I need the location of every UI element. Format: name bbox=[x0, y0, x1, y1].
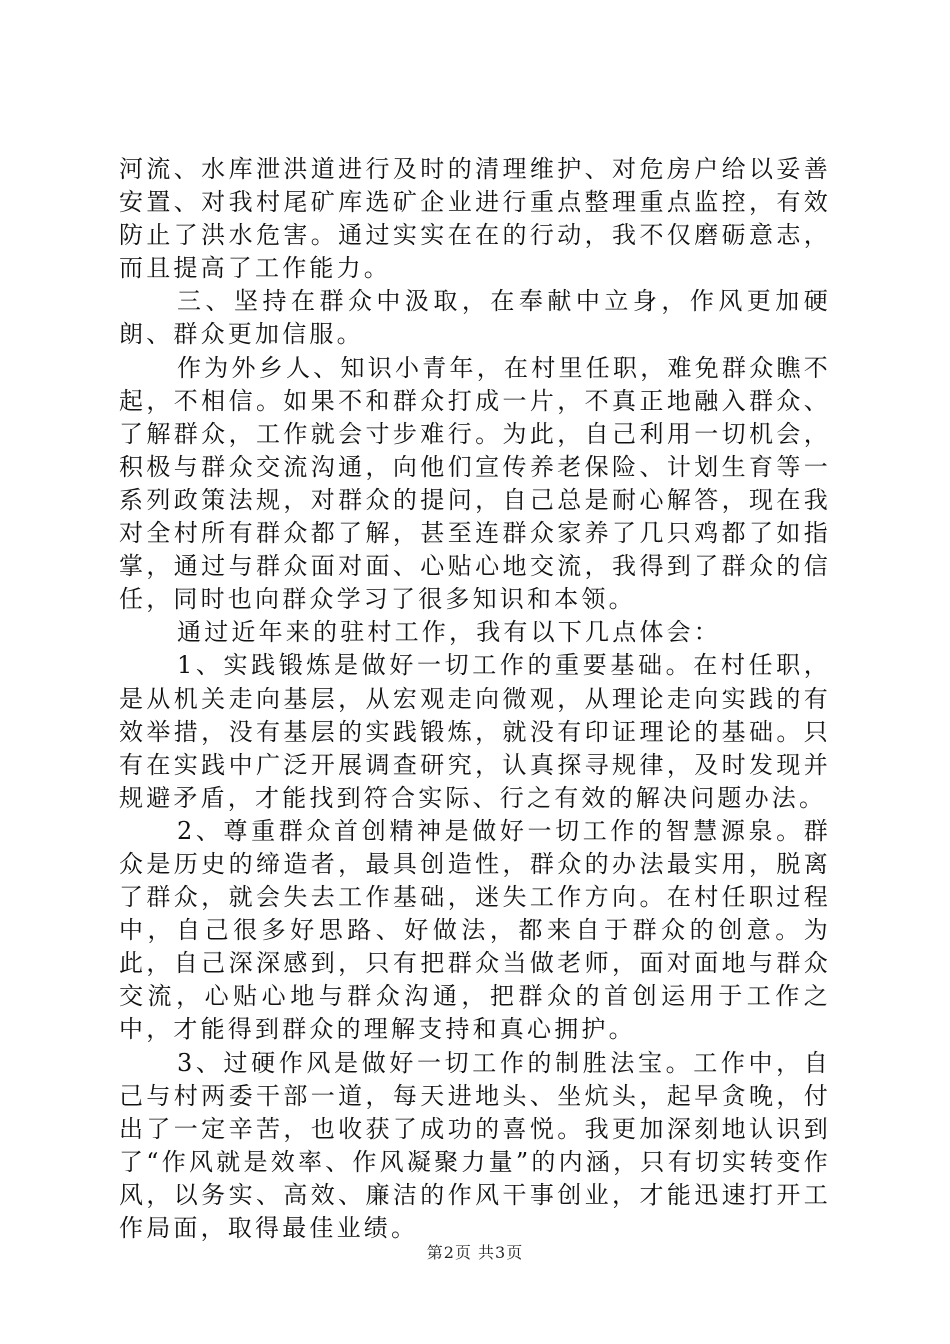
paragraph-outsider: 作为外乡人、知识小青年，在村里任职，难免群众瞧不起，不相信。如果不和群众打成一片，不真正地融入群众、了解群众，工作就会寸步难行。为此，自己利用一切机会，积极与群众交流沟通，向他们宣传养老保险、计划生育等一系列政策法规，对群众的提问，自己总是耐心解答，现在我对全村所有群众都了解，甚至连群众家养了几只鸡都了如指掌，通过与群众面对面、心贴心地交流，我得到了群众的信任，同时也向群众学习了很多知识和本领。 bbox=[119, 353, 831, 614]
section-heading-three: 三、坚持在群众中汲取，在奉献中立身，作风更加硬朗、群众更加信服。 bbox=[119, 287, 831, 349]
paragraph-point-3: 3、过硬作风是做好一切工作的制胜法宝。工作中，自己与村两委干部一道，每天进地头、坐炕头，起早贪晚，付出了一定辛苦，也收获了成功的喜悦。我更加深刻地认识到了“作风就是效率、作风凝聚力量”的内涵，只有切实转变作风，以务实、高效、廉洁的作风干事创业，才能迅速打开工作局面，取得最佳业绩。 bbox=[119, 1048, 831, 1242]
paragraph-continuation: 河流、水库泄洪道进行及时的清理维护、对危房户给以妥善安置、对我村尾矿库选矿企业进行重点整理重点监控，有效防止了洪水危害。通过实实在在的行动，我不仅磨砺意志，而且提高了工作能力。 bbox=[119, 155, 831, 283]
document-body bbox=[119, 153, 831, 1245]
page-footer: 第2页 共3页 bbox=[426, 1243, 524, 1262]
paragraph-point-2: 2、尊重群众首创精神是做好一切工作的智慧源泉。群众是历史的缔造者，最具创造性，群众的办法最实用，脱离了群众，就会失去工作基础，迷失工作方向。在村任职过程中，自己很多好思路、好做法，都来自于群众的创意。为此，自己深深感到，只有把群众当做老师，面对面地与群众交流，心贴心地与群众沟通，把群众的首创运用于工作之中，才能得到群众的理解支持和真心拥护。 bbox=[119, 816, 831, 1044]
paragraph-summary-intro: 通过近年来的驻村工作，我有以下几点体会： bbox=[177, 618, 721, 647]
paragraph-point-1: 1、实践锻炼是做好一切工作的重要基础。在村任职，是从机关走向基层，从宏观走向微观，从理论走向实践的有效举措，没有基层的实践锻炼，就没有印证理论的基础。只有在实践中广泛开展调查研究，认真探寻规律，及时发现并规避矛盾，才能找到符合实际、行之有效的解决问题办法。 bbox=[119, 651, 831, 812]
